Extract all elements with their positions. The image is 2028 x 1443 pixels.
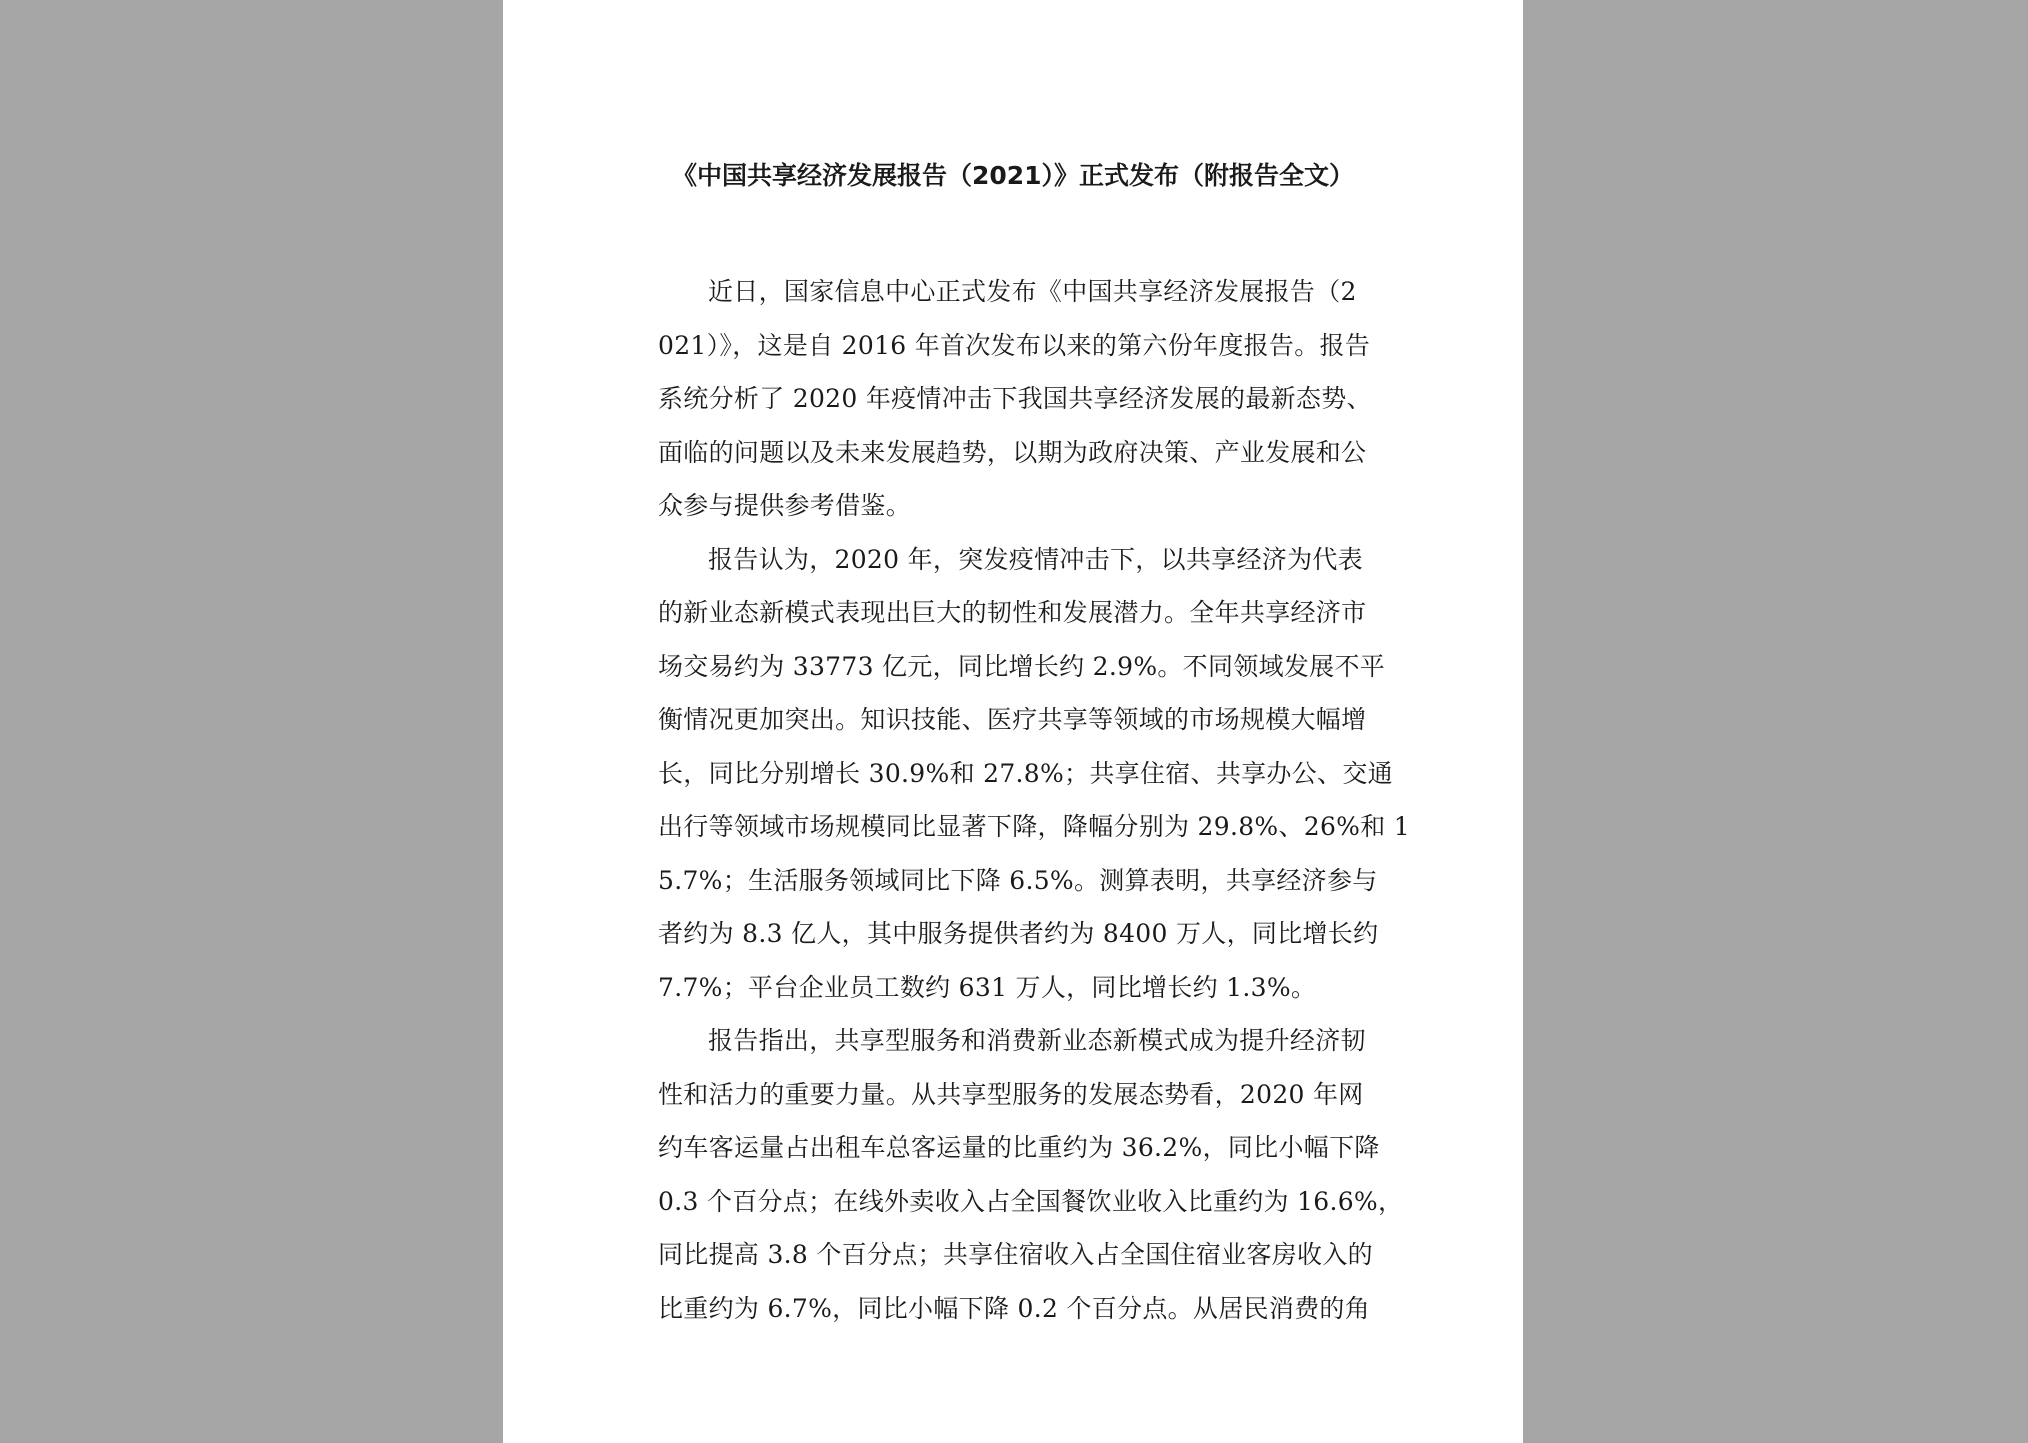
paragraph-2 [658,533,1410,1015]
paragraph-line: 比重约为 6.7%，同比小幅下降 0.2 个百分点。从居民消费的角 [658,1293,1371,1323]
paragraph-line: 同比提高 3.8 个百分点；共享住宿收入占全国住宿业客房收入的 [658,1240,1373,1269]
paragraph-line: 021）》，这是自 2016 年首次发布以来的第六份年度报告。报告 [658,330,1371,360]
paragraph-line: 近日，国家信息中心正式发布《中国共享经济发展报告（2 [708,277,1357,306]
document-body [658,265,1410,1335]
paragraph-line: 者约为 8.3 亿人，其中服务提供者约为 8400 万人，同比增长约 [658,919,1379,948]
paragraph-line: 7.7%；平台企业员工数约 631 万人，同比增长约 1.3%。 [658,972,1317,1002]
document-title: 《中国共享经济发展报告（2021）》正式发布（附报告全文） [671,161,1355,190]
paragraph-line: 报告认为，2020 年，突发疫情冲击下，以共享经济为代表 [708,544,1363,574]
paragraph-line: 报告指出，共享型服务和消费新业态新模式成为提升经济韧 [708,1026,1366,1055]
paragraph-line: 约车客运量占出租车总客运量的比重约为 36.2%，同比小幅下降 [658,1133,1380,1162]
paragraph-line: 长，同比分别增长 30.9%和 27.8%；共享住宿、共享办公、交通 [658,758,1393,788]
paragraph-line: 出行等领域市场规模同比显著下降，降幅分别为 29.8%、26%和 1 [658,812,1410,841]
paragraph-line: 场交易约为 33773 亿元，同比增长约 2.9%。不同领域发展不平 [658,651,1386,681]
paragraph-line: 衡情况更加突出。知识技能、医疗共享等领域的市场规模大幅增 [658,705,1367,734]
paragraph-line: 面临的问题以及未来发展趋势，以期为政府决策、产业发展和公 [658,437,1367,467]
paragraph-1 [658,265,1373,533]
paragraph-line: 性和活力的重要力量。从共享型服务的发展态势看，2020 年网 [658,1079,1364,1109]
paragraph-line: 0.3 个百分点；在线外卖收入占全国餐饮业收入比重约为 16.6%， [658,1186,1404,1216]
document-page [503,0,1523,1443]
paragraph-line: 系统分析了 2020 年疫情冲击下我国共享经济发展的最新态势、 [658,384,1372,413]
paragraph-line: 的新业态新模式表现出巨大的韧性和发展潜力。全年共享经济市 [658,598,1367,627]
paragraph-line: 5.7%；生活服务领域同比下降 6.5%。测算表明，共享经济参与 [658,865,1378,895]
paragraph-line: 众参与提供参考借鉴。 [658,491,912,520]
paragraph-3 [658,1014,1404,1335]
